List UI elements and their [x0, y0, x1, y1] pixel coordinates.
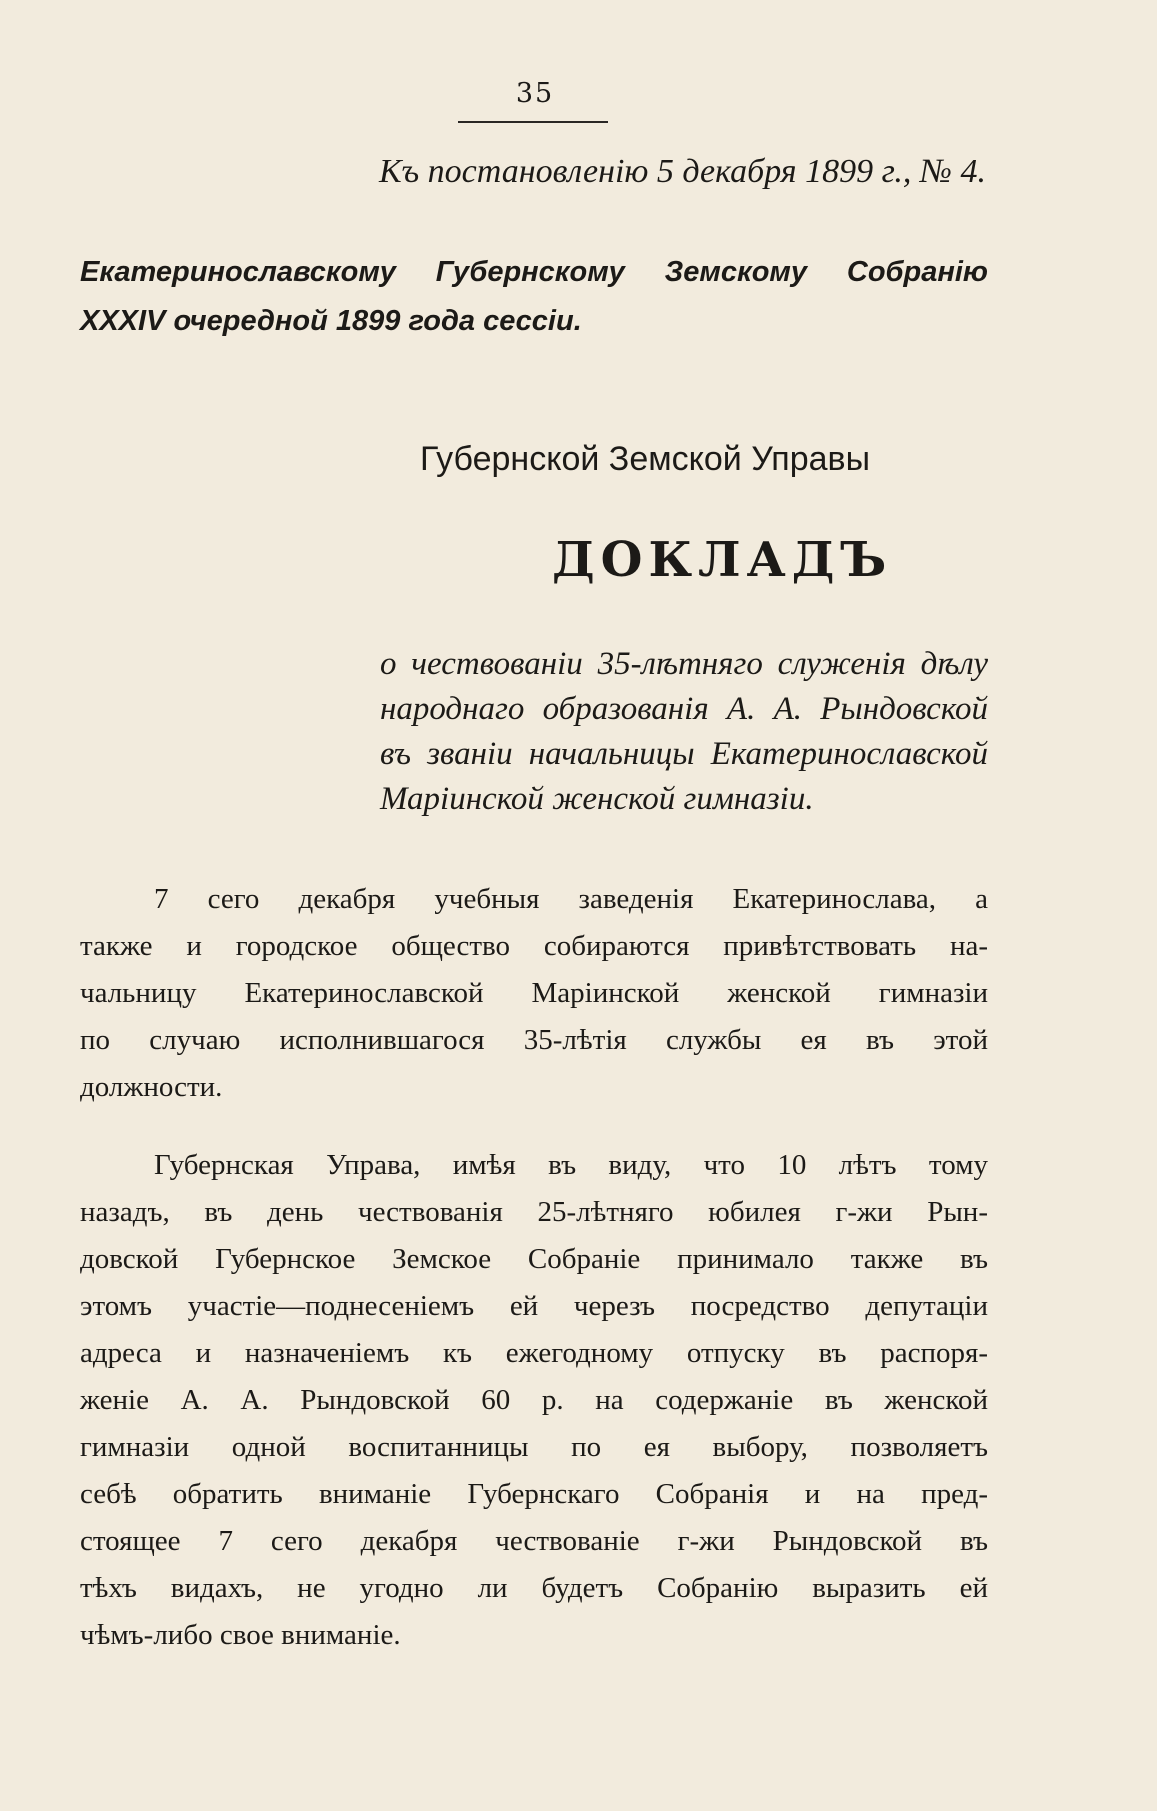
addressee-block — [80, 248, 988, 346]
addressee-line: XXXIV очередной 1899 года сессіи. — [80, 305, 582, 337]
paragraph-line: стоящее 7 сего декабря чествованіе г-жи Рындовской въ — [80, 1525, 988, 1557]
paragraph-line: 7 сего декабря учебныя заведенія Екатеринослава, а — [154, 883, 988, 915]
document-title: ДОКЛАДЪ — [552, 532, 893, 588]
paragraph-line: себѣ обратить вниманіе Губернскаго Собранія и на пред- — [80, 1478, 988, 1510]
resolution-reference: Къ постановленію 5 декабря 1899 г., № 4. — [378, 153, 986, 190]
subject-line: въ званіи начальницы Екатеринославской — [380, 736, 988, 772]
addressee-line: Екатеринославскому Губернскому Земскому Собранію — [80, 256, 988, 288]
paragraph-1 — [80, 876, 988, 1111]
paragraph-line: гимназіи одной воспитанницы по ея выбору, позволяетъ — [80, 1431, 988, 1463]
page-number: 35 — [515, 78, 555, 109]
paragraph-line: также и городское общество собираются привѣтствовать на- — [80, 930, 988, 962]
paragraph-line: довской Губернское Земское Собраніе принимало также въ — [80, 1243, 988, 1275]
paragraph-line: по случаю исполнившагося 35-лѣтія службы ея въ этой — [80, 1024, 988, 1056]
paragraph-line: назадъ, въ день чествованія 25-лѣтняго юбилея г-жи Рын- — [80, 1196, 988, 1228]
paragraph-line: тѣхъ видахъ, не угодно ли будетъ Собранію выразить ей — [80, 1572, 988, 1604]
paragraph-line: Губернская Управа, имѣя въ виду, что 10 лѣтъ тому — [154, 1149, 988, 1181]
paragraph-2 — [80, 1142, 988, 1659]
paragraph-line: женіе А. А. Рындовской 60 р. на содержаніе въ женской — [80, 1384, 988, 1416]
subject-line: народнаго образованія А. А. Рындовской — [380, 691, 988, 727]
paragraph-line: чѣмъ-либо свое вниманіе. — [80, 1619, 401, 1651]
paragraph-line: должности. — [80, 1071, 223, 1103]
paragraph-line: этомъ участіе—поднесеніемъ ей черезъ посредство депутаціи — [80, 1290, 988, 1322]
header-rule — [458, 121, 608, 123]
paragraph-line: адреса и назначеніемъ къ ежегодному отпуску въ распоря- — [80, 1337, 988, 1369]
subject-line: Маріинской женской гимназіи. — [380, 781, 814, 817]
paragraph-line: чальницу Екатеринославской Маріинской женской гимназіи — [80, 977, 988, 1009]
subject-line: о чествованіи 35-лѣтняго служенія дѣлу — [380, 646, 988, 682]
report-subject — [380, 642, 988, 822]
issuer-heading: Губернской Земской Управы — [420, 440, 871, 478]
